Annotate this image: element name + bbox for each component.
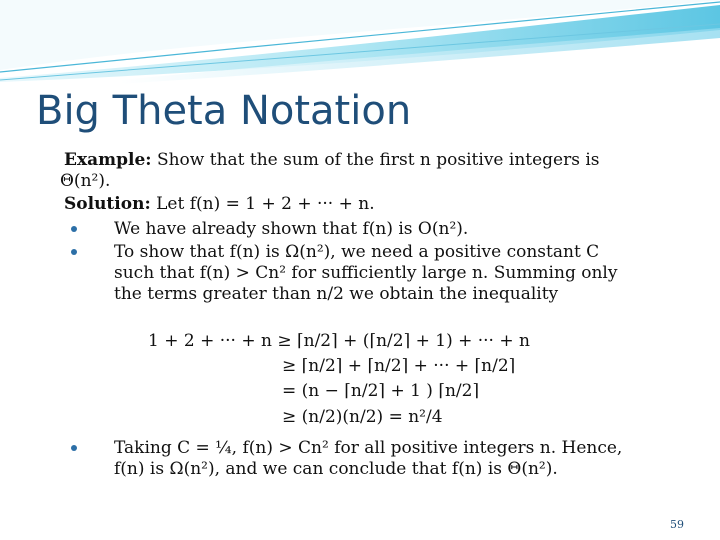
example-line <box>58 150 698 171</box>
equation-line-1: 1 + 2 + ··· + n ≥ ⌈n/2⌉ + (⌈n/2⌉ + 1) + ··· + n <box>148 331 530 351</box>
slide-body <box>58 150 698 305</box>
bullet-icon <box>71 226 77 232</box>
bullet-line: Taking C = ¼, f(n) > Cn² for all positive integers n. Hence, <box>114 438 623 458</box>
bullet-line: the terms greater than n/2 we obtain the inequality <box>114 284 559 304</box>
bullet-line: We have already shown that f(n) is O(n²). <box>114 219 469 239</box>
bullet-line: such that f(n) > Cn² for sufficiently large n. Summing only <box>114 263 618 283</box>
bullet-icon <box>71 445 77 451</box>
solution-line <box>58 194 698 215</box>
solution-label: Solution: <box>64 194 151 214</box>
solution-text: Let f(n) = 1 + 2 + ··· + n. <box>156 194 375 214</box>
header-wave-decoration <box>0 0 720 85</box>
bullet-item <box>58 438 698 459</box>
example-label: Example: <box>64 150 152 170</box>
slide-title: Big Theta Notation <box>36 88 412 134</box>
page-number: 59 <box>670 518 684 531</box>
equation-line-2: ≥ ⌈n/2⌉ + ⌈n/2⌉ + ··· + ⌈n/2⌉ <box>282 356 516 376</box>
bullet-item-2 <box>58 242 698 263</box>
bullet-line: To show that f(n) is Ω(n²), we need a positive constant C <box>114 242 600 262</box>
bullet-line: f(n) is Ω(n²), and we can conclude that f(n) is Θ(n²). <box>114 459 558 479</box>
bullet-item-1 <box>58 219 698 240</box>
example-line-2: Θ(n²). <box>60 171 111 191</box>
bullet-item-3 <box>58 438 698 480</box>
bullet-icon <box>71 249 77 255</box>
equation-line-3: = (n − ⌈n/2⌉ + 1 ) ⌈n/2⌉ <box>282 381 480 401</box>
example-text: Show that the sum of the first n positive integers is <box>156 150 600 170</box>
equation-line-4: ≥ (n/2)(n/2) = n²/4 <box>282 407 443 427</box>
